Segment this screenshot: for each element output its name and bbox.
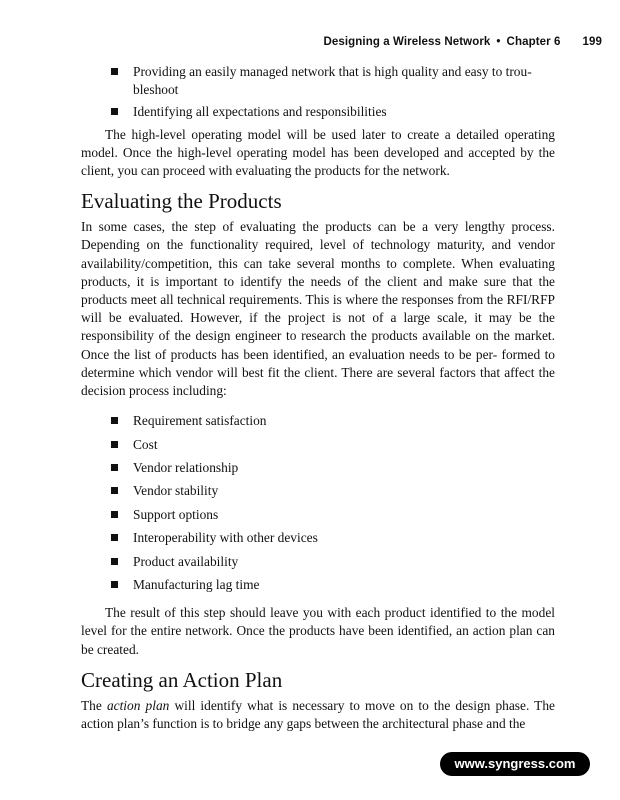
header-title: Designing a Wireless Network [323, 36, 491, 48]
list-item-text: Identifying all expectations and responsibilities [133, 104, 387, 120]
bullet-icon [111, 581, 118, 588]
bullet-icon [111, 68, 118, 75]
footer-url-badge [440, 752, 590, 776]
action-plan-term: action plan [106, 697, 170, 713]
factors-list [81, 412, 555, 594]
paragraph-result: The result of this step should leave you with each product identified to the model level for the entire network. Once the products have been identified, an action plan can be created. [81, 605, 555, 657]
list-item [81, 553, 555, 571]
section-heading-evaluating: Evaluating the Products [81, 189, 282, 214]
list-item-text: Support options [133, 506, 219, 522]
list-item [81, 436, 555, 454]
list-item-text: Cost [133, 436, 158, 452]
action-plan-prefix: The [81, 697, 102, 713]
list-item [81, 529, 555, 547]
header-separator: • [496, 36, 501, 48]
list-item-text: Requirement satisfaction [133, 413, 267, 429]
list-item-text: Manufacturing lag time [133, 576, 260, 592]
list-item-text: Product availability [133, 553, 239, 569]
top-bullet-list [81, 63, 555, 122]
bullet-icon [111, 534, 118, 541]
list-item [81, 412, 555, 430]
page-content [81, 63, 555, 733]
bullet-icon [111, 417, 118, 424]
list-item [81, 506, 555, 524]
list-item-text: Interoperability with other devices [133, 530, 318, 546]
page-number: 199 [582, 36, 602, 48]
list-item [81, 482, 555, 500]
list-item-text: Vendor relationship [133, 460, 239, 476]
paragraph-operating-model: The high-level operating model will be used later to create a detailed operating model. Once the high-level operating model has been developed and accepted by the client, you can proceed with evaluating the products for the network. [81, 126, 555, 179]
bullet-icon [111, 558, 118, 565]
list-item [81, 103, 555, 121]
bullet-icon [111, 108, 118, 115]
paragraph-evaluating: In some cases, the step of evaluating the products can be a very lengthy process. Depending on the functionality required, level of technology maturity, and vendor availability/competition, this can take several months to complete. When evaluating products, it is important to identify the needs of the client and make sure that the products meet all technical requirements. This is where the responses from the RFI/RFP will be evaluated. However, if the project is not of a large scale, it may be the responsibility of the design engineer to research the products available on the market. Once the list of products has been identified, an evaluation needs to be per- formed to determine which vendor will best fit the client. There are several factors that affect the decision process including: [81, 219, 555, 399]
section-heading-action-plan: Creating an Action Plan [81, 667, 283, 692]
bullet-icon [111, 487, 118, 494]
bullet-icon [111, 511, 118, 518]
paragraph-action-plan [81, 697, 555, 733]
footer-url: www.syngress.com [454, 756, 576, 771]
list-item-text: Providing an easily managed network that is high quality and easy to trou- bleshoot [133, 64, 532, 98]
list-item [81, 576, 555, 594]
action-plan-rest: will identify what is necessary to move on to the design phase. The action plan’s function is to bridge any gaps between the architectural phase and the [81, 697, 555, 731]
list-item [81, 63, 555, 99]
list-item-text: Vendor stability [133, 483, 219, 499]
list-item [81, 459, 555, 477]
header-chapter: Chapter 6 [506, 36, 561, 48]
bullet-icon [111, 464, 118, 471]
running-header [0, 36, 602, 48]
bullet-icon [111, 441, 118, 448]
